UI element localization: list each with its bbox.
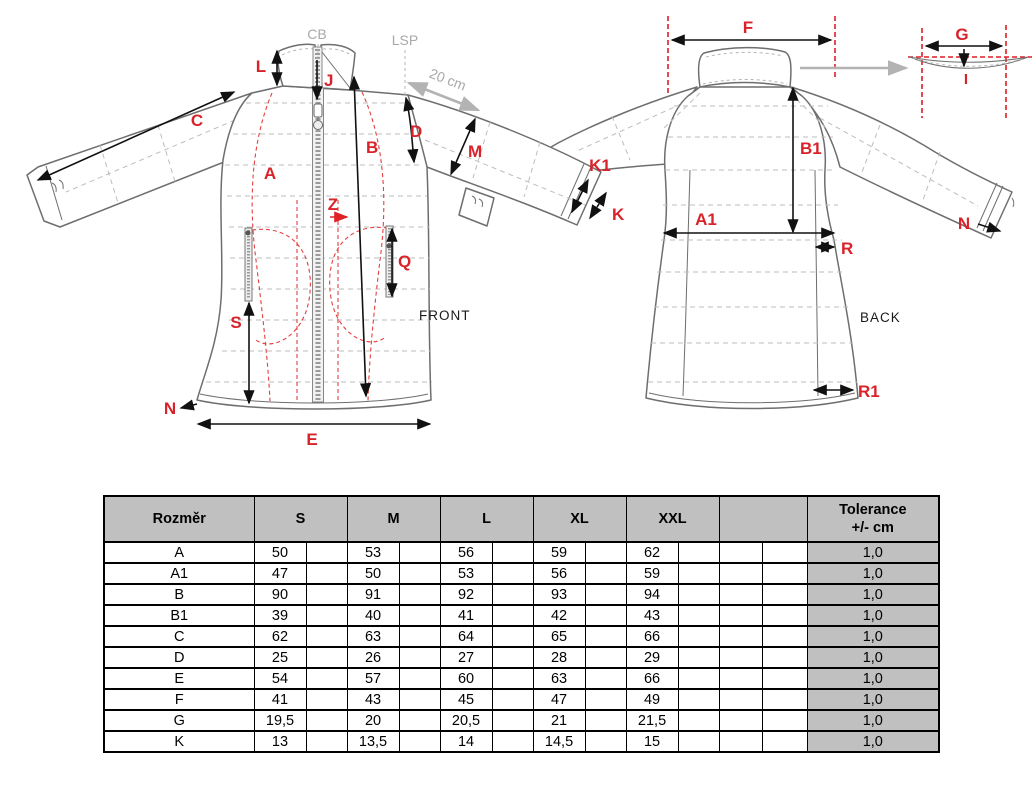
size-table bbox=[103, 495, 940, 753]
header-size-l: L bbox=[440, 496, 533, 542]
value-cell: 53 bbox=[347, 542, 399, 563]
dim-cell: G bbox=[104, 710, 254, 731]
value-cell: 19,5 bbox=[254, 710, 306, 731]
tolerance-cell: 1,0 bbox=[807, 731, 939, 752]
spacer-cell bbox=[678, 542, 719, 563]
empty-cell bbox=[719, 689, 762, 710]
header-empty bbox=[719, 496, 807, 542]
spacer-cell bbox=[306, 605, 347, 626]
header-size-s: S bbox=[254, 496, 347, 542]
measure-label-r: R bbox=[841, 239, 854, 258]
spacer-cell bbox=[678, 668, 719, 689]
table-row bbox=[104, 647, 939, 668]
empty-cell bbox=[719, 542, 762, 563]
value-cell: 63 bbox=[533, 668, 585, 689]
measure-label-z: Z bbox=[327, 195, 339, 214]
spacer-cell bbox=[585, 668, 626, 689]
value-cell: 40 bbox=[347, 605, 399, 626]
measure-label-n-back: N bbox=[957, 214, 971, 233]
table-header-row bbox=[104, 496, 939, 542]
measure-label-m: M bbox=[468, 142, 483, 161]
spacer-cell bbox=[306, 731, 347, 752]
spacer-cell bbox=[399, 710, 440, 731]
value-cell: 57 bbox=[347, 668, 399, 689]
cuff-tab bbox=[459, 188, 494, 226]
value-cell: 56 bbox=[440, 542, 492, 563]
value-cell: 39 bbox=[254, 605, 306, 626]
value-cell: 93 bbox=[533, 584, 585, 605]
empty-cell bbox=[719, 668, 762, 689]
empty-cell bbox=[719, 563, 762, 584]
value-cell: 66 bbox=[626, 668, 678, 689]
value-cell: 65 bbox=[533, 626, 585, 647]
value-cell: 92 bbox=[440, 584, 492, 605]
front-right-sleeve bbox=[408, 95, 601, 225]
sleeve-20cm-label: 20 cm bbox=[427, 65, 469, 94]
value-cell: 20,5 bbox=[440, 710, 492, 731]
value-cell: 66 bbox=[626, 626, 678, 647]
spacer-cell bbox=[399, 605, 440, 626]
empty-cell bbox=[762, 731, 807, 752]
cb-reference-label: CB bbox=[307, 26, 327, 42]
empty-cell bbox=[719, 647, 762, 668]
spacer-cell bbox=[678, 563, 719, 584]
empty-cell bbox=[762, 710, 807, 731]
measure-label-r1: R1 bbox=[858, 382, 880, 401]
spacer-cell bbox=[585, 647, 626, 668]
spacer-cell bbox=[678, 605, 719, 626]
value-cell: 62 bbox=[626, 542, 678, 563]
measure-label-k1: K1 bbox=[589, 156, 611, 175]
value-cell: 59 bbox=[626, 563, 678, 584]
spacer-cell bbox=[585, 542, 626, 563]
table-row bbox=[104, 605, 939, 626]
dim-cell: A1 bbox=[104, 563, 254, 584]
spacer-cell bbox=[306, 689, 347, 710]
table-row bbox=[104, 584, 939, 605]
measure-label-b: B bbox=[366, 138, 379, 157]
spacer-cell bbox=[678, 731, 719, 752]
empty-cell bbox=[719, 605, 762, 626]
spacer-cell bbox=[399, 668, 440, 689]
spacer-cell bbox=[399, 689, 440, 710]
value-cell: 63 bbox=[347, 626, 399, 647]
tolerance-cell: 1,0 bbox=[807, 647, 939, 668]
spacer-cell bbox=[399, 584, 440, 605]
measure-label-q: Q bbox=[398, 252, 412, 271]
tolerance-cell: 1,0 bbox=[807, 710, 939, 731]
empty-cell bbox=[762, 563, 807, 584]
spacer-cell bbox=[306, 710, 347, 731]
spacer-cell bbox=[678, 710, 719, 731]
dim-cell: A bbox=[104, 542, 254, 563]
dim-cell: E bbox=[104, 668, 254, 689]
value-cell: 27 bbox=[440, 647, 492, 668]
header-dimension: Rozměr bbox=[104, 496, 254, 542]
value-cell: 14 bbox=[440, 731, 492, 752]
measure-label-n-front: N bbox=[163, 399, 177, 418]
value-cell: 43 bbox=[626, 605, 678, 626]
spacer-cell bbox=[399, 542, 440, 563]
header-tolerance bbox=[807, 496, 939, 542]
empty-cell bbox=[762, 689, 807, 710]
dim-cell: B bbox=[104, 584, 254, 605]
value-cell: 41 bbox=[254, 689, 306, 710]
spacer-cell bbox=[399, 731, 440, 752]
spacer-cell bbox=[492, 647, 533, 668]
spacer-cell bbox=[678, 626, 719, 647]
spacer-cell bbox=[585, 605, 626, 626]
empty-cell bbox=[762, 626, 807, 647]
table-row bbox=[104, 710, 939, 731]
value-cell: 43 bbox=[347, 689, 399, 710]
spacer-cell bbox=[678, 689, 719, 710]
header-size-m: M bbox=[347, 496, 440, 542]
spacer-cell bbox=[585, 689, 626, 710]
spacer-cell bbox=[492, 542, 533, 563]
spacer-cell bbox=[585, 710, 626, 731]
spacer-cell bbox=[678, 647, 719, 668]
spacer-cell bbox=[306, 626, 347, 647]
back-collar bbox=[699, 48, 791, 87]
measure-label-c: C bbox=[190, 111, 204, 130]
front-collar-left bbox=[278, 44, 316, 88]
spacer-cell bbox=[585, 731, 626, 752]
measure-label-i: I bbox=[963, 71, 969, 88]
measure-label-b1: B1 bbox=[800, 139, 822, 158]
value-cell: 60 bbox=[440, 668, 492, 689]
spacer-cell bbox=[399, 563, 440, 584]
value-cell: 13 bbox=[254, 731, 306, 752]
tolerance-line1: Tolerance bbox=[839, 501, 907, 518]
measure-label-d: D bbox=[410, 122, 423, 141]
empty-cell bbox=[762, 542, 807, 563]
header-size-xxl: XXL bbox=[626, 496, 719, 542]
value-cell: 56 bbox=[533, 563, 585, 584]
empty-cell bbox=[719, 710, 762, 731]
spacer-cell bbox=[585, 584, 626, 605]
zipper-pull bbox=[314, 121, 323, 130]
value-cell: 41 bbox=[440, 605, 492, 626]
value-cell: 47 bbox=[533, 689, 585, 710]
empty-cell bbox=[719, 626, 762, 647]
spacer-cell bbox=[306, 668, 347, 689]
dim-cell: D bbox=[104, 647, 254, 668]
value-cell: 49 bbox=[626, 689, 678, 710]
spacer-cell bbox=[492, 563, 533, 584]
table-row bbox=[104, 689, 939, 710]
table-row bbox=[104, 668, 939, 689]
spacer-cell bbox=[492, 710, 533, 731]
value-cell: 28 bbox=[533, 647, 585, 668]
value-cell: 13,5 bbox=[347, 731, 399, 752]
value-cell: 94 bbox=[626, 584, 678, 605]
back-view bbox=[529, 16, 1014, 409]
tolerance-cell: 1,0 bbox=[807, 626, 939, 647]
tolerance-line2: +/- cm bbox=[851, 520, 894, 536]
value-cell: 90 bbox=[254, 584, 306, 605]
spacer-cell bbox=[492, 626, 533, 647]
empty-cell bbox=[762, 584, 807, 605]
value-cell: 91 bbox=[347, 584, 399, 605]
value-cell: 21,5 bbox=[626, 710, 678, 731]
value-cell: 62 bbox=[254, 626, 306, 647]
spacer-cell bbox=[306, 542, 347, 563]
value-cell: 59 bbox=[533, 542, 585, 563]
spacer-cell bbox=[306, 584, 347, 605]
measure-arrow-k bbox=[590, 193, 606, 218]
front-left-sleeve bbox=[27, 93, 252, 227]
empty-cell bbox=[762, 647, 807, 668]
measure-label-s: S bbox=[230, 313, 242, 332]
value-cell: 20 bbox=[347, 710, 399, 731]
value-cell: 64 bbox=[440, 626, 492, 647]
tolerance-cell: 1,0 bbox=[807, 689, 939, 710]
dim-cell: B1 bbox=[104, 605, 254, 626]
dim-cell: F bbox=[104, 689, 254, 710]
empty-cell bbox=[719, 731, 762, 752]
value-cell: 45 bbox=[440, 689, 492, 710]
measure-label-k: K bbox=[612, 205, 625, 224]
spacer-cell bbox=[492, 689, 533, 710]
spacer-cell bbox=[306, 647, 347, 668]
tolerance-cell: 1,0 bbox=[807, 668, 939, 689]
empty-cell bbox=[719, 584, 762, 605]
measure-label-a: A bbox=[263, 164, 277, 183]
lsp-reference-label: LSP bbox=[391, 32, 419, 48]
table-row bbox=[104, 626, 939, 647]
front-view bbox=[27, 26, 625, 449]
value-cell: 26 bbox=[347, 647, 399, 668]
spacer-cell bbox=[585, 626, 626, 647]
value-cell: 29 bbox=[626, 647, 678, 668]
spacer-cell bbox=[492, 605, 533, 626]
measure-label-e: E bbox=[306, 430, 318, 449]
value-cell: 21 bbox=[533, 710, 585, 731]
measure-label-j: J bbox=[324, 71, 334, 90]
spacer-cell bbox=[399, 647, 440, 668]
value-cell: 42 bbox=[533, 605, 585, 626]
table-row bbox=[104, 563, 939, 584]
value-cell: 54 bbox=[254, 668, 306, 689]
value-cell: 14,5 bbox=[533, 731, 585, 752]
tolerance-cell: 1,0 bbox=[807, 563, 939, 584]
empty-cell bbox=[762, 605, 807, 626]
spacer-cell bbox=[492, 668, 533, 689]
spacer-cell bbox=[492, 731, 533, 752]
tolerance-cell: 1,0 bbox=[807, 584, 939, 605]
spacer-cell bbox=[399, 626, 440, 647]
value-cell: 50 bbox=[347, 563, 399, 584]
table-row bbox=[104, 542, 939, 563]
tolerance-cell: 1,0 bbox=[807, 542, 939, 563]
measure-label-a1: A1 bbox=[695, 210, 717, 229]
spacer-cell bbox=[585, 563, 626, 584]
dim-cell: C bbox=[104, 626, 254, 647]
empty-cell bbox=[762, 668, 807, 689]
value-cell: 25 bbox=[254, 647, 306, 668]
front-view-label: FRONT bbox=[419, 308, 471, 323]
measure-label-g: G bbox=[955, 25, 969, 44]
spacer-cell bbox=[306, 563, 347, 584]
header-size-xl: XL bbox=[533, 496, 626, 542]
back-view-label: BACK bbox=[860, 310, 901, 325]
tolerance-cell: 1,0 bbox=[807, 605, 939, 626]
measure-arrow-n-front bbox=[181, 404, 197, 408]
table-row bbox=[104, 731, 939, 752]
value-cell: 50 bbox=[254, 542, 306, 563]
measure-label-l: L bbox=[255, 57, 267, 76]
zipper-slider bbox=[314, 104, 322, 117]
value-cell: 53 bbox=[440, 563, 492, 584]
spacer-cell bbox=[678, 584, 719, 605]
value-cell: 15 bbox=[626, 731, 678, 752]
spacer-cell bbox=[492, 584, 533, 605]
dim-cell: K bbox=[104, 731, 254, 752]
measure-label-f: F bbox=[742, 18, 754, 37]
value-cell: 47 bbox=[254, 563, 306, 584]
